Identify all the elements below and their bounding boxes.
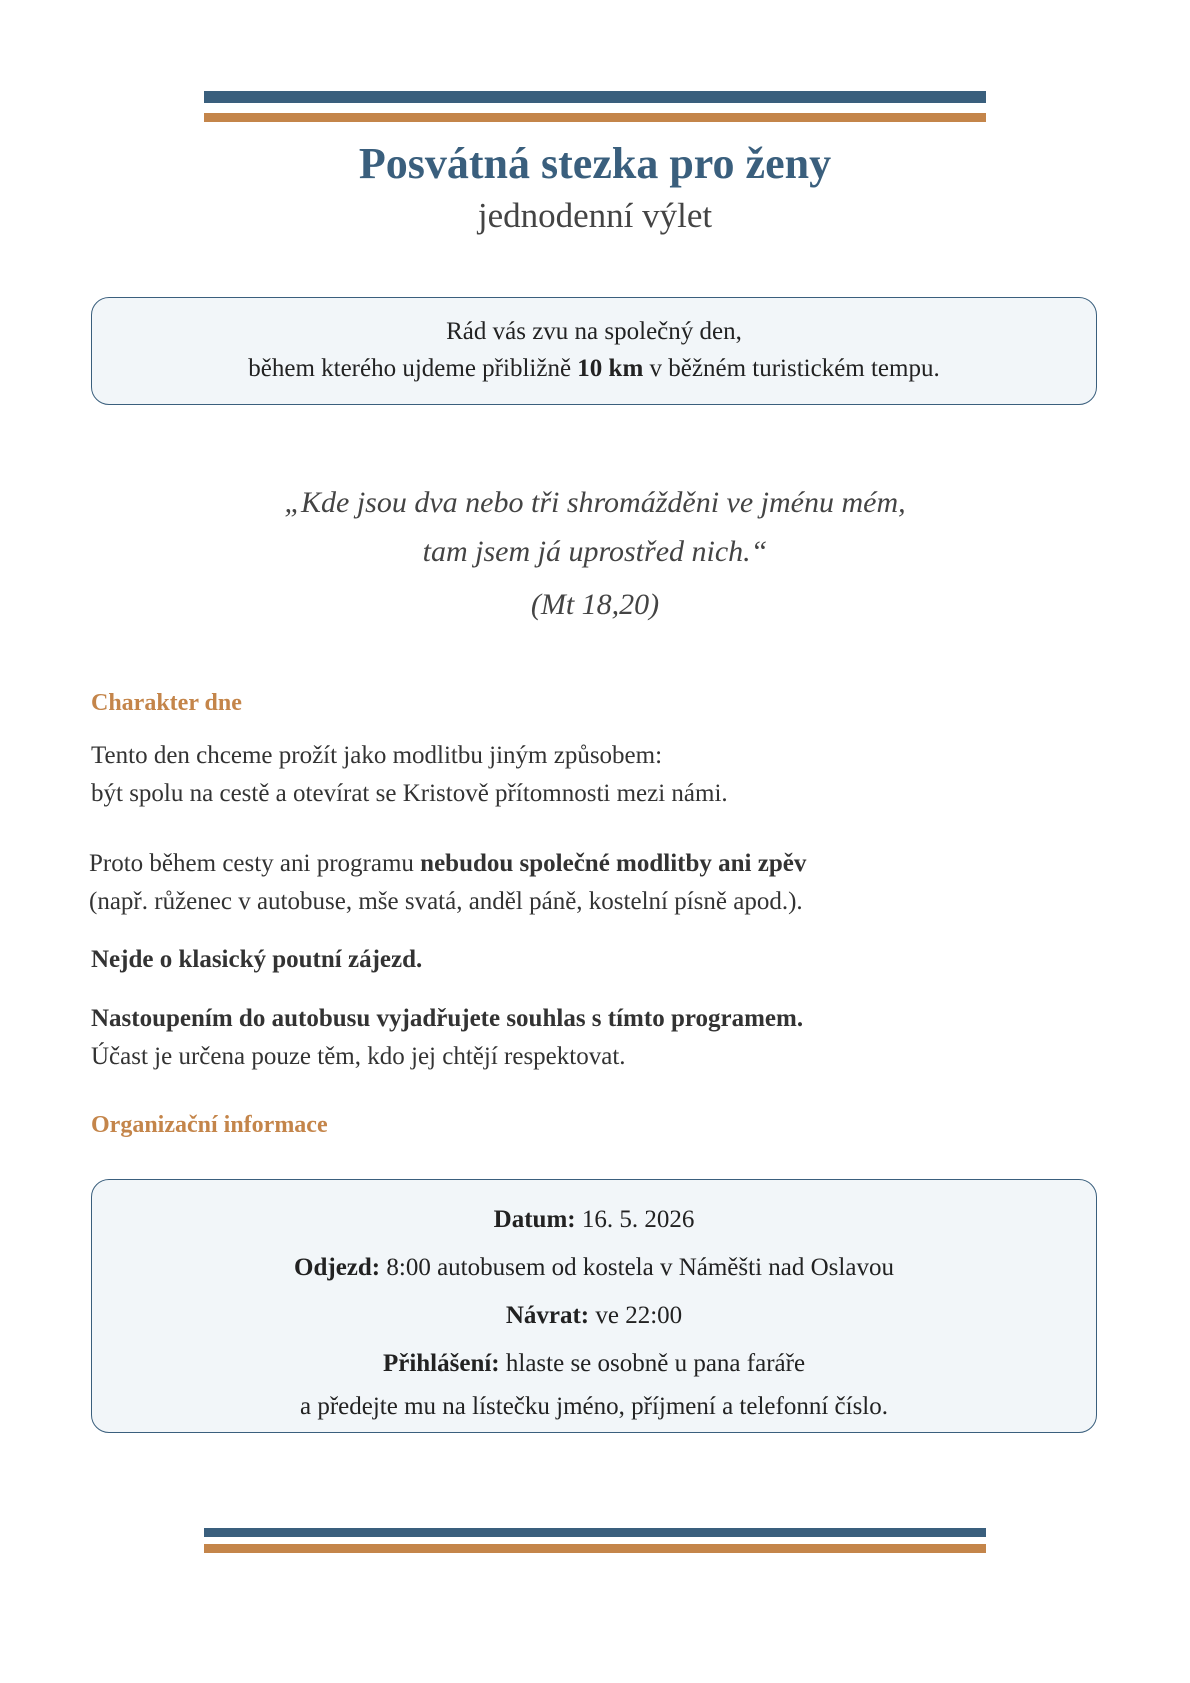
return-label: Návrat:	[505, 1302, 590, 1329]
paragraph-3	[91, 941, 422, 979]
page-subtitle: jednodenní výlet	[477, 196, 713, 235]
top-rule-orange	[204, 113, 986, 122]
departure-label: Odjezd:	[294, 1254, 381, 1281]
intro-distance: 10 km	[577, 355, 644, 382]
return-value: ve 22:00	[589, 1302, 683, 1329]
registration-label: Přihlášení:	[382, 1350, 500, 1377]
bottom-rule-orange	[204, 1544, 986, 1553]
intro-line-2	[92, 350, 1096, 387]
paragraph-1	[91, 737, 728, 813]
quote-line-1: „Kde jsou dva nebo tři shromážděni ve jménu mém,	[284, 486, 906, 519]
date-value: 16. 5. 2026	[575, 1206, 695, 1233]
paragraph-4-bold: Nastoupením do autobusu vyjadřujete souhlas s tímto programem.	[91, 1005, 804, 1032]
page-title: Posvátná stezka pro ženy	[358, 139, 832, 188]
info-registration	[92, 1340, 1096, 1388]
paragraph-3-bold: Nejde o klasický poutní zájezd.	[91, 946, 423, 973]
quote-reference: (Mt 18,20)	[530, 588, 660, 621]
paragraph-4-line-2: Účast je určena pouze těm, kdo jej chtějí respektovat.	[91, 1043, 626, 1070]
section-heading-organization: Organizační informace	[91, 1112, 328, 1138]
paragraph-2-line-1	[89, 845, 806, 883]
paragraph-2-bold: nebudou společné modlitby ani zpěv	[420, 850, 807, 877]
bottom-rule-blue	[204, 1528, 986, 1537]
info-date	[92, 1196, 1096, 1244]
paragraph-2-text: Proto během cesty ani programu	[89, 850, 421, 877]
date-label: Datum:	[493, 1206, 576, 1233]
section-heading-character: Charakter dne	[91, 690, 242, 716]
paragraph-2-line-2: (např. růženec v autobuse, mše svatá, anděl páně, kostelní písně apod.).	[89, 888, 803, 915]
paragraph-2	[89, 845, 806, 921]
intro-text-end: v běžném turistickém tempu.	[643, 355, 940, 382]
intro-line-1: Rád vás zvu na společný den,	[446, 318, 742, 345]
top-rule-blue	[204, 91, 986, 103]
paragraph-4-line-1	[91, 1000, 803, 1038]
quote-line-2: tam jsem já uprostřed nich.“	[422, 535, 768, 568]
intro-box	[91, 297, 1097, 405]
paragraph-1-line-2: být spolu na cestě a otevírat se Kristově přítomnosti mezi námi.	[91, 780, 728, 807]
info-box	[91, 1179, 1097, 1433]
registration-line-2: a předejte mu na lístečku jméno, příjmení a telefonní číslo.	[299, 1393, 888, 1420]
registration-value: hlaste se osobně u pana faráře	[499, 1350, 806, 1377]
intro-text: během kterého ujdeme přibližně	[248, 355, 578, 382]
info-return	[92, 1292, 1096, 1340]
departure-value: 8:00 autobusem od kostela v Náměšti nad Oslavou	[380, 1254, 894, 1281]
paragraph-1-line-1: Tento den chceme prožít jako modlitbu jiným způsobem:	[91, 742, 663, 769]
info-departure	[92, 1244, 1096, 1292]
paragraph-4	[91, 1000, 803, 1076]
